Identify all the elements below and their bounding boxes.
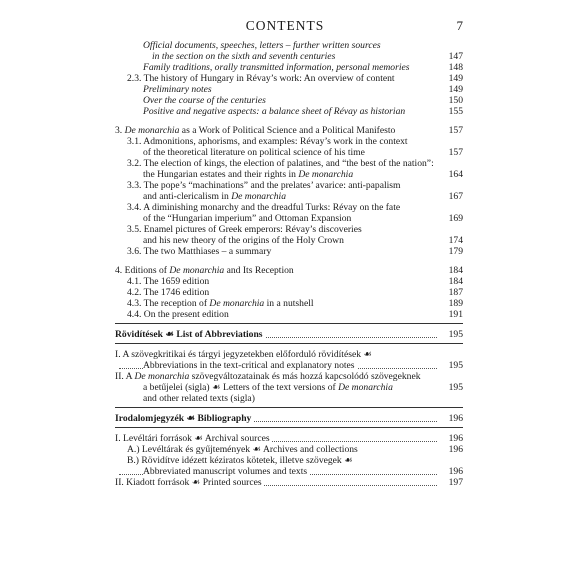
toc-entry[interactable] [115,180,463,191]
toc-entry[interactable] [115,169,463,180]
toc-entry[interactable] [115,40,463,51]
toc-page-number: 147 [448,51,463,62]
toc-entry-title: 3.4. A diminishing monarchy and the dreadful Turks: Révay on the fate [127,202,401,213]
toc-entry-title: 4.3. The reception of De monarchia in a nutshell [127,298,314,309]
section-divider [115,343,463,344]
toc-entry-title: Rövidítések ☙ List of Abbreviations [115,329,263,340]
toc-entry[interactable] [115,276,463,287]
toc-entry-title: of the theoretical literature on political science of his time [143,147,365,158]
toc-entry[interactable] [115,62,463,73]
toc-entry[interactable] [115,309,463,320]
toc-entry[interactable] [115,393,463,404]
toc-entry[interactable] [115,455,463,466]
toc-page-number: 195 [448,360,463,371]
toc-entry[interactable] [115,224,463,235]
toc-entry-title: of the “Hungarian imperium” and Ottoman Expansion [143,213,352,224]
toc-page-number: 164 [448,169,463,180]
toc-page-number: 187 [448,287,463,298]
toc-entry-title: I. A szövegkritikai és tárgyi jegyzetekben előforduló rövidítések ☙ [115,349,372,360]
toc-entry-title: 2.3. The history of Hungary in Révay’s work: An overview of content [127,73,395,84]
section-gap [115,257,463,265]
toc-page-number: 169 [448,213,463,224]
toc-entry-title: Abbreviations in the text-critical and explanatory notes [143,360,355,371]
toc-entry[interactable] [115,444,463,455]
toc-entry[interactable] [115,413,463,424]
toc-entry[interactable] [115,246,463,257]
page-number: 7 [456,18,463,33]
toc-page-number: 150 [448,95,463,106]
toc-entry-title: 3.1. Admonitions, aphorisms, and examples: Révay’s work in the context [127,136,408,147]
toc-entry-title: Preliminary notes [143,84,212,95]
toc-entry-title: the Hungarian estates and their rights in De monarchia [143,169,354,180]
toc-entry-title: 3.3. The pope’s “machinations” and the prelates’ avarice: anti-papalism [127,180,401,191]
toc-entry[interactable] [115,298,463,309]
toc-page-number: 149 [448,84,463,95]
toc-page-number: 174 [448,235,463,246]
toc-entry[interactable] [115,466,463,477]
toc-entry[interactable] [115,265,463,276]
toc-entry[interactable] [115,84,463,95]
toc-page-number: 184 [448,265,463,276]
toc-entry-title: Over the course of the centuries [143,95,266,106]
toc-entry[interactable] [115,433,463,444]
toc-page-number: 196 [448,466,463,477]
toc-entry-title: 3. De monarchia as a Work of Political Science and a Political Manifesto [115,125,396,136]
toc-entry-title: Official documents, speeches, letters – further written sources [143,40,381,51]
toc-entry-title: A.) Levéltárak és gyűjtemények ☙ Archives and collections [127,444,358,455]
toc-entry[interactable] [115,106,463,117]
toc-page-number: 157 [448,125,463,136]
running-header [0,18,570,36]
toc-entry[interactable] [115,73,463,84]
toc-page-number: 167 [448,191,463,202]
section-divider [115,427,463,428]
toc-page-number: 197 [448,477,463,488]
toc-entry[interactable] [115,95,463,106]
toc-entry-title: a betűjelei (sigla) ☙ Letters of the text versions of De monarchia [143,382,393,393]
toc-entry[interactable] [115,371,463,382]
toc-entry-title: 3.6. The two Matthiases – a summary [127,246,272,257]
toc-page-number: 157 [448,147,463,158]
toc-entry[interactable] [115,382,463,393]
toc-entry-title: Positive and negative aspects: a balance sheet of Révay as historian [143,106,406,117]
toc-entry-title: 4.4. On the present edition [127,309,229,320]
table-of-contents [115,40,463,488]
toc-entry[interactable] [115,191,463,202]
section-divider [115,407,463,408]
toc-entry-title: 3.2. The election of kings, the election of palatines, and “the best of the nation”: [127,158,434,169]
toc-entry[interactable] [115,477,463,488]
toc-entry-title: II. Kiadott források ☙ Printed sources [115,477,262,488]
toc-entry-title: 3.5. Enamel pictures of Greek emperors: Révay’s discoveries [127,224,362,235]
toc-entry[interactable] [115,349,463,360]
toc-entry[interactable] [115,51,463,62]
toc-page-number: 196 [448,433,463,444]
toc-entry-title: Irodalomjegyzék ☙ Bibliography [115,413,252,424]
toc-entry[interactable] [115,360,463,371]
toc-page-number: 184 [448,276,463,287]
toc-page-number: 189 [448,298,463,309]
toc-page-number: 195 [448,382,463,393]
toc-entry[interactable] [115,158,463,169]
toc-entry-title: 4.1. The 1659 edition [127,276,210,287]
toc-entry[interactable] [115,147,463,158]
toc-entry-title: I. Levéltári források ☙ Archival sources [115,433,270,444]
toc-entry-title: and his new theory of the origins of the Holy Crown [143,235,344,246]
toc-entry-title: 4. Editions of De monarchia and Its Reception [115,265,294,276]
toc-page-number: 149 [448,73,463,84]
toc-page-number: 196 [448,444,463,455]
toc-entry-title: and other related texts (sigla) [143,393,255,404]
toc-entry-title: Family traditions, orally transmitted information, personal memories [143,62,410,73]
toc-entry-title: B.) Rövidítve idézett kéziratos kötetek, illetve szövegek ☙ [127,455,353,466]
toc-entry[interactable] [115,287,463,298]
toc-entry[interactable] [115,125,463,136]
section-divider [115,323,463,324]
toc-page-number: 148 [448,62,463,73]
page-title: CONTENTS [245,18,325,33]
toc-page-number: 195 [448,329,463,340]
toc-entry[interactable] [115,235,463,246]
toc-entry[interactable] [115,136,463,147]
toc-page-number: 155 [448,106,463,117]
toc-page-number: 196 [448,413,463,424]
toc-entry[interactable] [115,213,463,224]
toc-entry-title: II. A De monarchia szövegváltozatainak és más hozzá kapcsolódó szövegeknek [115,371,421,382]
toc-entry-title: 4.2. The 1746 edition [127,287,210,298]
toc-entry[interactable] [115,329,463,340]
toc-entry-title: in the section on the sixth and seventh centuries [152,51,336,62]
toc-entry-title: Abbreviated manuscript volumes and texts [143,466,308,477]
toc-entry[interactable] [115,202,463,213]
toc-page-number: 191 [448,309,463,320]
section-gap [115,117,463,125]
toc-page-number: 179 [448,246,463,257]
toc-entry-title: and anti-clericalism in De monarchia [143,191,286,202]
